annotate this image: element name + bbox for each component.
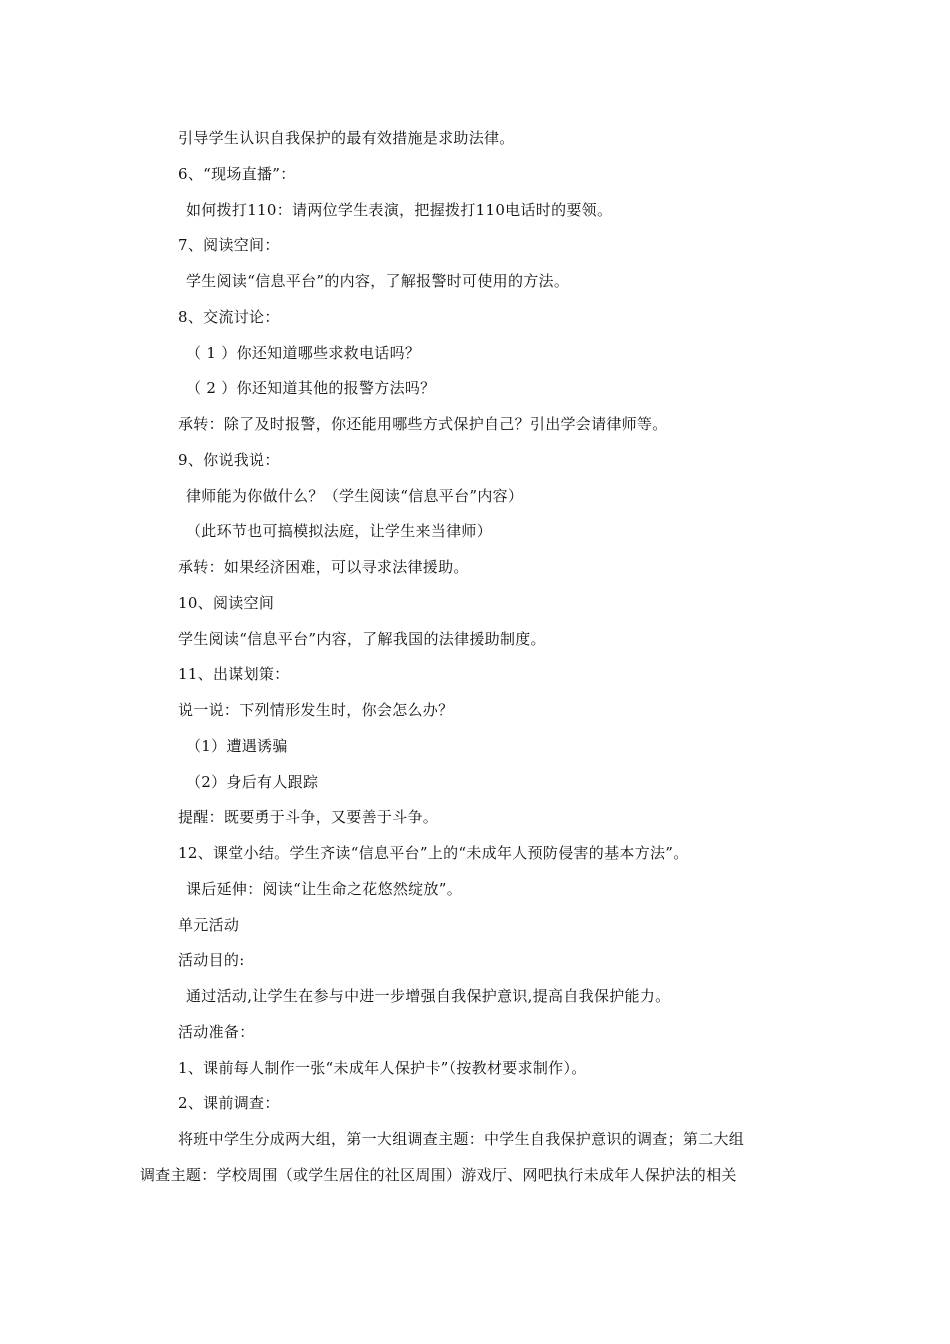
text-line: 学生阅读“信息平台”的内容，了解报警时可使用的方法。: [186, 272, 570, 290]
text-line: 律师能为你做什么？（学生阅读“信息平台”内容）: [186, 487, 524, 505]
section-heading: 11、出谋划策：: [178, 665, 290, 683]
text-line: （此环节也可搞模拟法庭，让学生来当律师）: [186, 522, 493, 540]
text-line: 承转：除了及时报警，你还能用哪些方式保护自己？引出学会请律师等。: [178, 415, 668, 433]
text-line: 通过活动,让学生在参与中进一步增强自我保护意识,提高自我保护能力。: [186, 987, 671, 1005]
list-item: （2）身后有人跟踪: [186, 773, 319, 791]
text-line: 2、课前调查：: [178, 1094, 280, 1112]
text-line: 提醒：既要勇于斗争，又要善于斗争。: [178, 808, 439, 826]
section-heading: 12、课堂小结。学生齐读“信息平台”上的“未成年人预防侵害的基本方法”。: [178, 844, 689, 862]
section-heading: 6、“现场直播”：: [178, 165, 296, 183]
text-line: 学生阅读“信息平台”内容，了解我国的法律援助制度。: [178, 630, 546, 648]
text-line: 如何拨打110：请两位学生表演，把握拨打110电话时的要领。: [186, 201, 613, 219]
text-line: 活动目的:: [178, 951, 245, 969]
list-item: （1）遭遇诱骗: [186, 737, 288, 755]
text-line: 活动准备：: [178, 1023, 255, 1041]
text-line: 说一说：下列情形发生时，你会怎么办？: [178, 701, 454, 719]
list-item: （ 1 ）你还知道哪些求救电话吗？: [186, 344, 421, 362]
section-heading: 单元活动: [178, 916, 240, 934]
text-line: 课后延伸：阅读“让生命之花悠然绽放”。: [186, 880, 463, 898]
list-item: （ 2 ）你还知道其他的报警方法吗？: [186, 379, 436, 397]
section-heading: 7、阅读空间：: [178, 236, 280, 254]
text-line: 引导学生认识自我保护的最有效措施是求助法律。: [178, 129, 515, 147]
text-line: 承转：如果经济困难，可以寻求法律援助。: [178, 558, 469, 576]
section-heading: 10、阅读空间: [178, 594, 275, 612]
section-heading: 8、交流讨论：: [178, 308, 280, 326]
text-line: 1、课前每人制作一张“未成年人保护卡”（按教材要求制作）。: [178, 1059, 587, 1077]
paragraph-line: 将班中学生分成两大组，第一大组调查主题：中学生自我保护意识的调查；第二大组: [178, 1130, 745, 1148]
paragraph-line: 调查主题：学校周围（或学生居住的社区周围）游戏厅、网吧执行未成年人保护法的相关: [140, 1166, 737, 1184]
section-heading: 9、你说我说：: [178, 451, 280, 469]
